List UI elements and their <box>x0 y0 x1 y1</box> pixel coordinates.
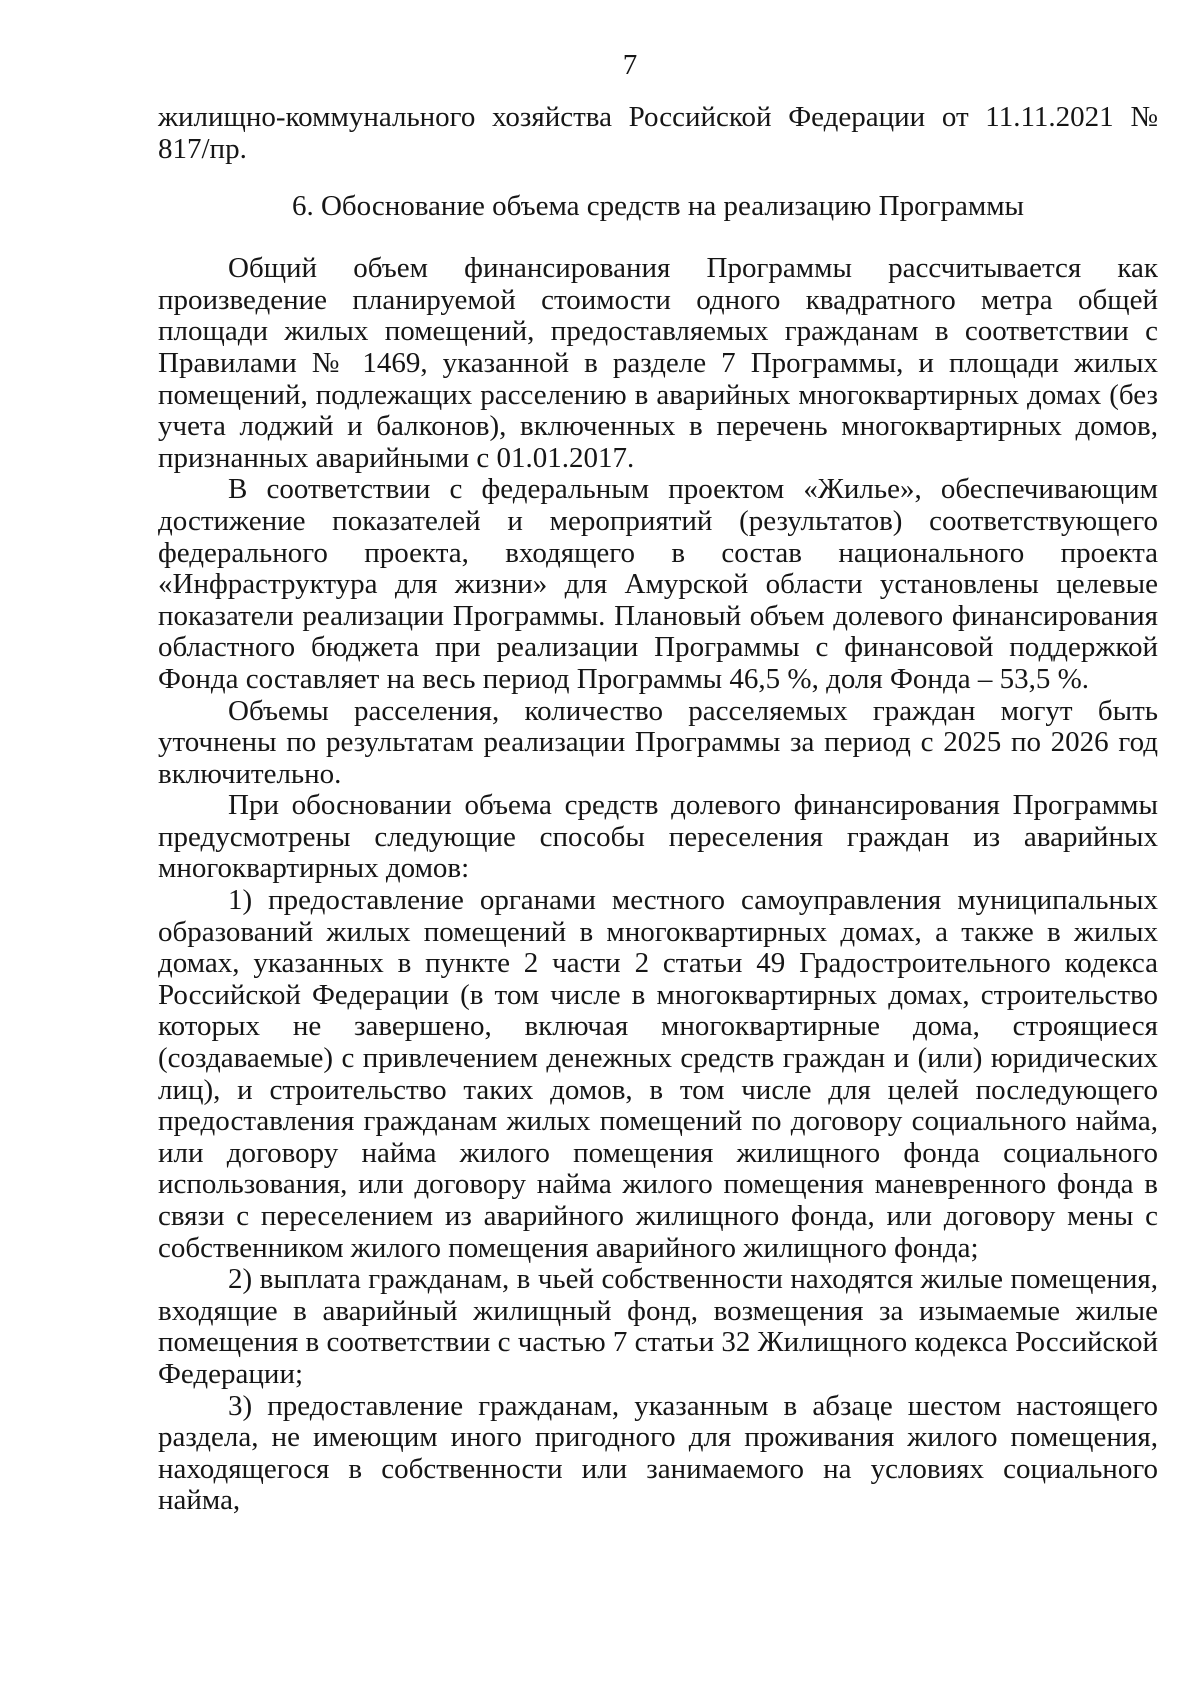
list-item-method-1: 1) предоставление органами местного самоуправления муниципальных образований жилых помещений в многоквартирных домах, а также в жилых домах, указанных в пункте 2 части 2 статьи 49 Градостроительного кодекса Российской Федерации (в том числе в многоквартирных домах, строительство которых не завершено, включая многоквартирные дома, строящиеся (создаваемые) с привлечением денежных средств граждан и (или) юридических лиц), и строительство таких домов, в том числе для целей последующего предоставления гражданам жилых помещений по договору социального найма, или договору найма жилого помещения жилищного фонда социального использования, или договору найма жилого помещения маневренного фонда в связи с переселением из аварийного жилищного фонда, или договору мены с собственником жилого помещения аварийного жилищного фонда; <box>158 884 1158 1264</box>
paragraph-federal-project: В соответствии с федеральным проектом «Жилье», обеспечивающим достижение показателей и мероприятий (результатов) соответствующего федерального проекта, входящего в состав национального проекта «Инфраструктура для жизни» для Амурской области установлены целевые показатели реализации Программы. Плановый объем долевого финансирования областного бюджета при реализации Программы с финансовой поддержкой Фонда составляет на весь период Программы 46,5 %, доля Фонда – 53,5 %. <box>158 473 1158 695</box>
page-number: 7 <box>622 49 638 81</box>
paragraph-resettlement-methods: При обосновании объема средств долевого финансирования Программы предусмотрены следующие способы переселения граждан из аварийных многоквартирных домов: <box>158 789 1158 885</box>
list-item-method-2: 2) выплата гражданам, в чьей собственности находятся жилые помещения, входящие в аварийный жилищный фонд, возмещения за изымаемые жилые помещения в соответствии с частью 7 статьи 32 Жилищного кодекса Российской Федерации; <box>158 1263 1158 1390</box>
paragraph-financing-volume: Общий объем финансирования Программы рассчитывается как произведение планируемой стоимости одного квадратного метра общей площади жилых помещений, предоставляемых гражданам в соответствии с Правилами № 1469, указанной в разделе 7 Программы, и площади жилых помещений, подлежащих расселению в аварийных многоквартирных домах (без учета лоджий и балконов), включенных в перечень многоквартирных домов, признанных аварийными с 01.01.2017. <box>158 252 1158 474</box>
document-body <box>158 102 1158 1517</box>
paragraph-resettlement-volumes: Объемы расселения, количество расселяемых граждан могут быть уточнены по результатам реализации Программы за период с 2025 по 2026 год включительно. <box>158 694 1158 790</box>
intro-text: жилищно-коммунального хозяйства Российской Федерации от 11.11.2021 № 817/пр. <box>158 101 1158 165</box>
section-heading: 6. Обоснование объема средств на реализацию Программы <box>291 190 1025 223</box>
list-item-method-3: 3) предоставление гражданам, указанным в абзаце шестом настоящего раздела, не имеющим иного пригодного для проживания жилого помещения, находящегося в собственности или занимаемого на условиях социального найма, <box>158 1389 1158 1517</box>
